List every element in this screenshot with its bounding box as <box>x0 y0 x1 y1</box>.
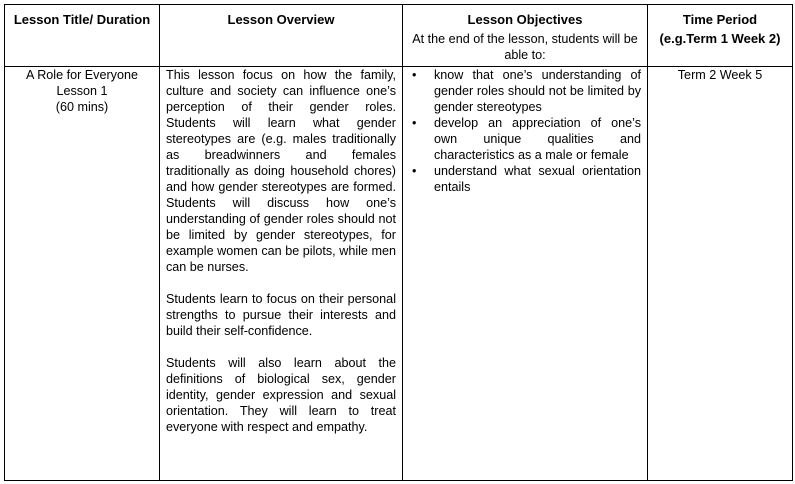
time-period-value: Term 2 Week 5 <box>677 68 763 82</box>
objective-text-2: develop an appreciation of one’s own unique qualities and characteristics as a male or female <box>434 116 641 162</box>
lesson-overview-cell <box>160 67 403 481</box>
list-item <box>409 115 641 163</box>
header-time-period-title: Time Period <box>682 12 758 27</box>
header-lesson-objectives-subtitle: At the end of the lesson, students will be able to: <box>412 32 638 62</box>
bullet-icon: • <box>412 164 417 178</box>
header-lesson-overview-text: Lesson Overview <box>227 12 335 27</box>
bullet-icon: • <box>412 68 417 82</box>
header-time-period <box>648 5 793 67</box>
lesson-number: Lesson 1 <box>56 84 108 98</box>
overview-paragraph-2: Students learn to focus on their personal strengths to pursue their interests and build their self-confidence. <box>166 292 396 338</box>
header-lesson-objectives-title: Lesson Objectives <box>467 12 583 27</box>
overview-paragraph-1: This lesson focus on how the family, culture and society can influence one’s perception of their gender roles. Students will learn what gender stereotypes are (e.g. males traditionally as breadwinners and females traditionally as doing household chores) and how gender stereotypes are formed. Students will discuss how one’s understanding of gender roles should not be limited by gender stereotypes, for example women can be pilots, while men can be nurses. <box>166 68 396 274</box>
bullet-icon: • <box>412 116 417 130</box>
lesson-plan-table <box>4 4 793 481</box>
header-lesson-overview <box>160 5 403 67</box>
lesson-title: A Role for Everyone <box>25 68 138 82</box>
header-row <box>5 5 793 67</box>
objectives-list <box>409 67 641 195</box>
list-item <box>409 67 641 115</box>
header-time-period-example: (e.g.Term 1 Week 2) <box>659 31 781 46</box>
objective-text-3: understand what sexual orientation entails <box>434 164 641 194</box>
lesson-duration: (60 mins) <box>55 100 109 114</box>
table-row <box>5 67 793 481</box>
overview-paragraph-3: Students will also learn about the definitions of biological sex, gender identity, gender expression and sexual orientation. They will learn to treat everyone with respect and empathy. <box>166 356 396 434</box>
list-item <box>409 163 641 195</box>
lesson-title-cell <box>5 67 160 481</box>
header-lesson-title <box>5 5 160 67</box>
time-period-cell <box>648 67 793 481</box>
objective-text-1: know that one’s understanding of gender roles should not be limited by gender stereotypes <box>434 68 641 114</box>
header-lesson-title-text: Lesson Title/ Duration <box>13 12 151 27</box>
lesson-objectives-cell <box>403 67 648 481</box>
header-lesson-objectives <box>403 5 648 67</box>
